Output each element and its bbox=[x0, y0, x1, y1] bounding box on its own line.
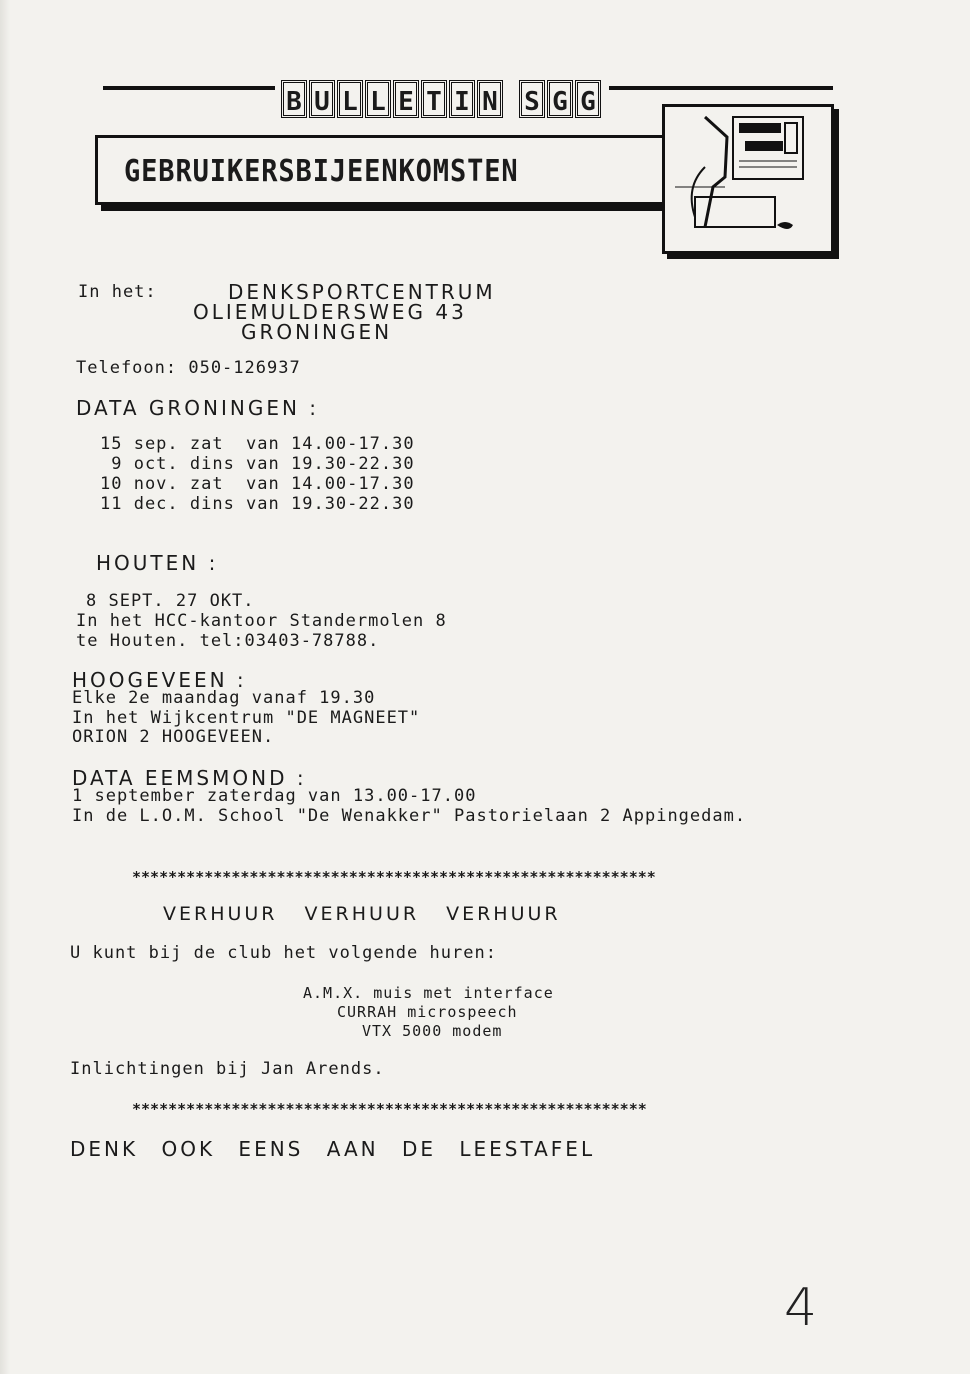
rental-item: A.M.X. muis met interface bbox=[303, 984, 554, 1002]
title-letter: G bbox=[547, 80, 573, 118]
location-street: OLIEMULDERSWEG 43 bbox=[193, 300, 467, 324]
title-letter: E bbox=[393, 80, 419, 118]
title-letter: N bbox=[477, 80, 503, 118]
computer-illustration bbox=[662, 104, 834, 254]
bulletin-title bbox=[275, 80, 609, 124]
title-letter: B bbox=[281, 80, 307, 118]
eemsmond-line: In de L.O.M. School "De Wenakker" Pastorielaan 2 Appingedam. bbox=[72, 806, 747, 826]
title-letter: G bbox=[575, 80, 601, 118]
title-letter: T bbox=[421, 80, 447, 118]
houten-heading: HOUTEN : bbox=[96, 551, 219, 575]
houten-line: te Houten. tel:03403-78788. bbox=[76, 631, 380, 651]
date-row: 9 oct. dins van 19.30-22.30 bbox=[100, 454, 415, 474]
groningen-heading: DATA GRONINGEN : bbox=[76, 396, 320, 420]
page-fold bbox=[0, 0, 10, 1374]
banner-title: GEBRUIKERSBIJEENKOMSTEN bbox=[124, 154, 519, 189]
rental-item: VTX 5000 modem bbox=[362, 1022, 503, 1040]
hoogeveen-line: ORION 2 HOOGEVEEN. bbox=[72, 727, 275, 747]
location-name: DENKSPORTCENTRUM bbox=[228, 280, 496, 304]
date-row: 15 sep. zat van 14.00-17.30 bbox=[100, 434, 415, 454]
verhuur-heading: VERHUUR VERHUUR VERHUUR bbox=[163, 903, 561, 925]
location-city: GRONINGEN bbox=[241, 320, 393, 344]
rental-item: CURRAH microspeech bbox=[337, 1003, 518, 1021]
title-letter: U bbox=[309, 80, 335, 118]
hoogeveen-line: Elke 2e maandag vanaf 19.30 bbox=[72, 688, 376, 708]
title-letter: I bbox=[449, 80, 475, 118]
date-row: 10 nov. zat van 14.00-17.30 bbox=[100, 474, 415, 494]
separator: ********************************************************** bbox=[132, 868, 656, 886]
hoogeveen-line: In het Wijkcentrum "DE MAGNEET" bbox=[72, 708, 421, 728]
title-letter: L bbox=[365, 80, 391, 118]
eemsmond-line: 1 september zaterdag van 13.00-17.00 bbox=[72, 786, 477, 806]
page-number: 4 bbox=[784, 1278, 818, 1338]
computer-drawing-icon bbox=[665, 107, 831, 251]
footer-heading: DENK OOK EENS AAN DE LEESTAFEL bbox=[70, 1137, 596, 1161]
verhuur-intro: U kunt bij de club het volgende huren: bbox=[70, 943, 497, 963]
houten-line: 8 SEPT. 27 OKT. bbox=[86, 591, 255, 611]
separator: ********************************************************* bbox=[132, 1100, 647, 1118]
title-letter: S bbox=[519, 80, 545, 118]
date-row: 11 dec. dins van 19.30-22.30 bbox=[100, 494, 415, 514]
phone-number: Telefoon: 050-126937 bbox=[76, 358, 301, 378]
eemsmond-heading: DATA EEMSMOND : bbox=[72, 766, 307, 790]
hoogeveen-heading: HOOGEVEEN : bbox=[72, 668, 247, 692]
verhuur-info: Inlichtingen bij Jan Arends. bbox=[70, 1059, 385, 1079]
houten-line: In het HCC-kantoor Standermolen 8 bbox=[76, 611, 447, 631]
location-prefix: In het: bbox=[78, 282, 157, 302]
title-letter: L bbox=[337, 80, 363, 118]
banner-box bbox=[95, 135, 693, 205]
